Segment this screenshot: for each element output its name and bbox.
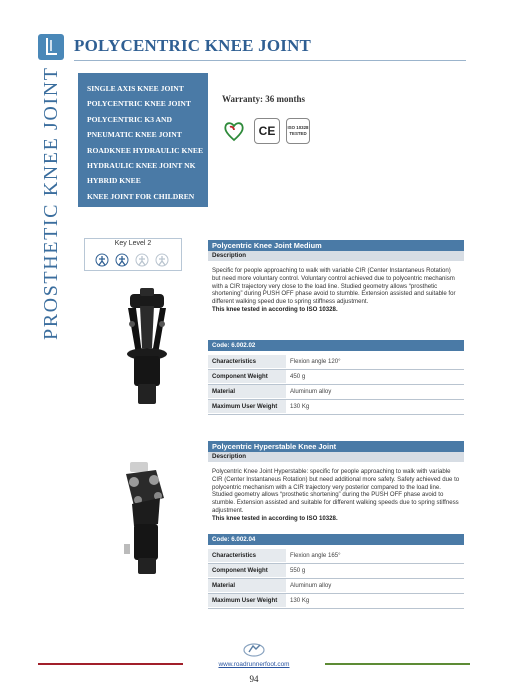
spec-row bbox=[208, 594, 464, 609]
spec-key: Component Weight bbox=[208, 564, 286, 577]
spec-key: Characteristics bbox=[208, 355, 286, 368]
spec-key: Material bbox=[208, 385, 286, 398]
walker-icon bbox=[154, 253, 170, 267]
knee-joint-medium-image bbox=[110, 288, 186, 408]
product-title: Polycentric Knee Joint Medium bbox=[208, 240, 464, 251]
menu-item[interactable]: POLYCENTRIC K3 AND bbox=[87, 114, 172, 124]
key-level-icons bbox=[94, 253, 174, 267]
footer-website-link[interactable]: www.roadrunnerfoot.com bbox=[218, 661, 290, 668]
spec-key: Material bbox=[208, 579, 286, 592]
product-menu bbox=[78, 73, 208, 207]
product-code: Code: 6.002.02 bbox=[208, 340, 464, 351]
spec-value: 550 g bbox=[290, 567, 306, 574]
menu-item[interactable]: POLYCENTRIC KNEE JOINT bbox=[87, 99, 191, 109]
description-heading: Description bbox=[208, 452, 464, 462]
company-logo bbox=[38, 34, 64, 60]
footer-rule-green bbox=[325, 663, 470, 665]
title-divider bbox=[74, 60, 466, 61]
product-card-hyperstable bbox=[208, 441, 464, 609]
spec-value: Aluminum alloy bbox=[290, 582, 332, 589]
description-text: Polycentric Knee Joint Hyperstable: specific for people approaching to walk with variable CIR (Center Instantaneus Rotation) but need additional more safety. Safety achieved due to polycentric mechanism with a CIR trajectory very posterior compared to the load line. Studied geometry allows “prosthetic shortening” during the PUSH OFF phase avoid to stumble. Extension assisted and suitable for different walking speeds due to spring stiffness adjustment. bbox=[212, 468, 460, 514]
description-heading: Description bbox=[208, 251, 464, 261]
spec-key: Maximum User Weight bbox=[208, 400, 286, 413]
footer-rule-red bbox=[38, 663, 183, 665]
spec-value: 450 g bbox=[290, 373, 306, 380]
spec-key: Characteristics bbox=[208, 549, 286, 562]
description-text: Specific for people approaching to walk with variable CIR (Center Instantaneus Rotation) but need more voluntary control. Voluntary control achieved due to polycentric mechanism with a CIR trajectory very close to the load line. Studied geometry allows “prosthetic shortening” during PUSH OFF phase avoid to stumble. Extension assisted and suitable for different walking speed due to spring stiffness adjustment. bbox=[212, 267, 456, 306]
knee-joint-hyperstable-image bbox=[110, 458, 182, 578]
spec-value: 130 Kg bbox=[290, 597, 310, 604]
spec-row bbox=[208, 355, 464, 370]
menu-item[interactable]: ROADKNEE HYDRAULIC KNEE bbox=[87, 145, 204, 155]
menu-item[interactable]: SINGLE AXIS KNEE JOINT bbox=[87, 84, 184, 93]
spec-row bbox=[208, 400, 464, 415]
walker-icon bbox=[114, 253, 130, 267]
product-card-medium bbox=[208, 240, 464, 415]
spec-value: Flexion angle 165° bbox=[290, 552, 341, 559]
ce-mark: CE bbox=[254, 118, 280, 144]
spec-row bbox=[208, 370, 464, 385]
footer-runner-logo-icon bbox=[240, 640, 268, 658]
spec-value: Flexion angle 120° bbox=[290, 358, 341, 365]
menu-item[interactable]: HYDRAULIC KNEE JOINT NK bbox=[87, 160, 196, 170]
menu-item[interactable]: KNEE JOINT FOR CHILDREN bbox=[87, 191, 195, 201]
spec-key: Component Weight bbox=[208, 370, 286, 383]
spec-row bbox=[208, 564, 464, 579]
menu-item[interactable]: HYBRID KNEE bbox=[87, 176, 141, 186]
page-title: POLYCENTRIC KNEE JOINT bbox=[74, 36, 312, 55]
leg-logo-icon bbox=[38, 34, 64, 60]
menu-item[interactable]: PNEUMATIC KNEE JOINT bbox=[87, 130, 182, 140]
warranty-text: Warranty: 36 months bbox=[222, 94, 305, 104]
walker-icon bbox=[134, 253, 150, 267]
spec-row bbox=[208, 385, 464, 400]
spec-value: 130 Kg bbox=[290, 403, 310, 410]
iso-badge: ISO 10328 TESTED bbox=[286, 118, 310, 144]
product-description bbox=[208, 261, 464, 329]
spec-key: Maximum User Weight bbox=[208, 594, 286, 607]
heart-cert-icon bbox=[222, 118, 246, 144]
iso-tested-note: This knee tested in according to ISO 10328. bbox=[212, 514, 338, 522]
product-title: Polycentric Hyperstable Knee Joint bbox=[208, 441, 464, 452]
page-number: 94 bbox=[249, 674, 259, 684]
walker-icon bbox=[94, 253, 110, 267]
spec-row bbox=[208, 579, 464, 594]
product-description bbox=[208, 462, 464, 530]
side-heading: PROSTHETIC KNEE JOINT bbox=[40, 66, 62, 340]
spec-value: Aluminum alloy bbox=[290, 388, 332, 395]
key-level-label: Key Level 2 bbox=[114, 240, 152, 247]
product-code: Code: 6.002.04 bbox=[208, 534, 464, 545]
spec-row bbox=[208, 549, 464, 564]
iso-tested-note: This knee tested in according to ISO 10328. bbox=[212, 305, 338, 313]
